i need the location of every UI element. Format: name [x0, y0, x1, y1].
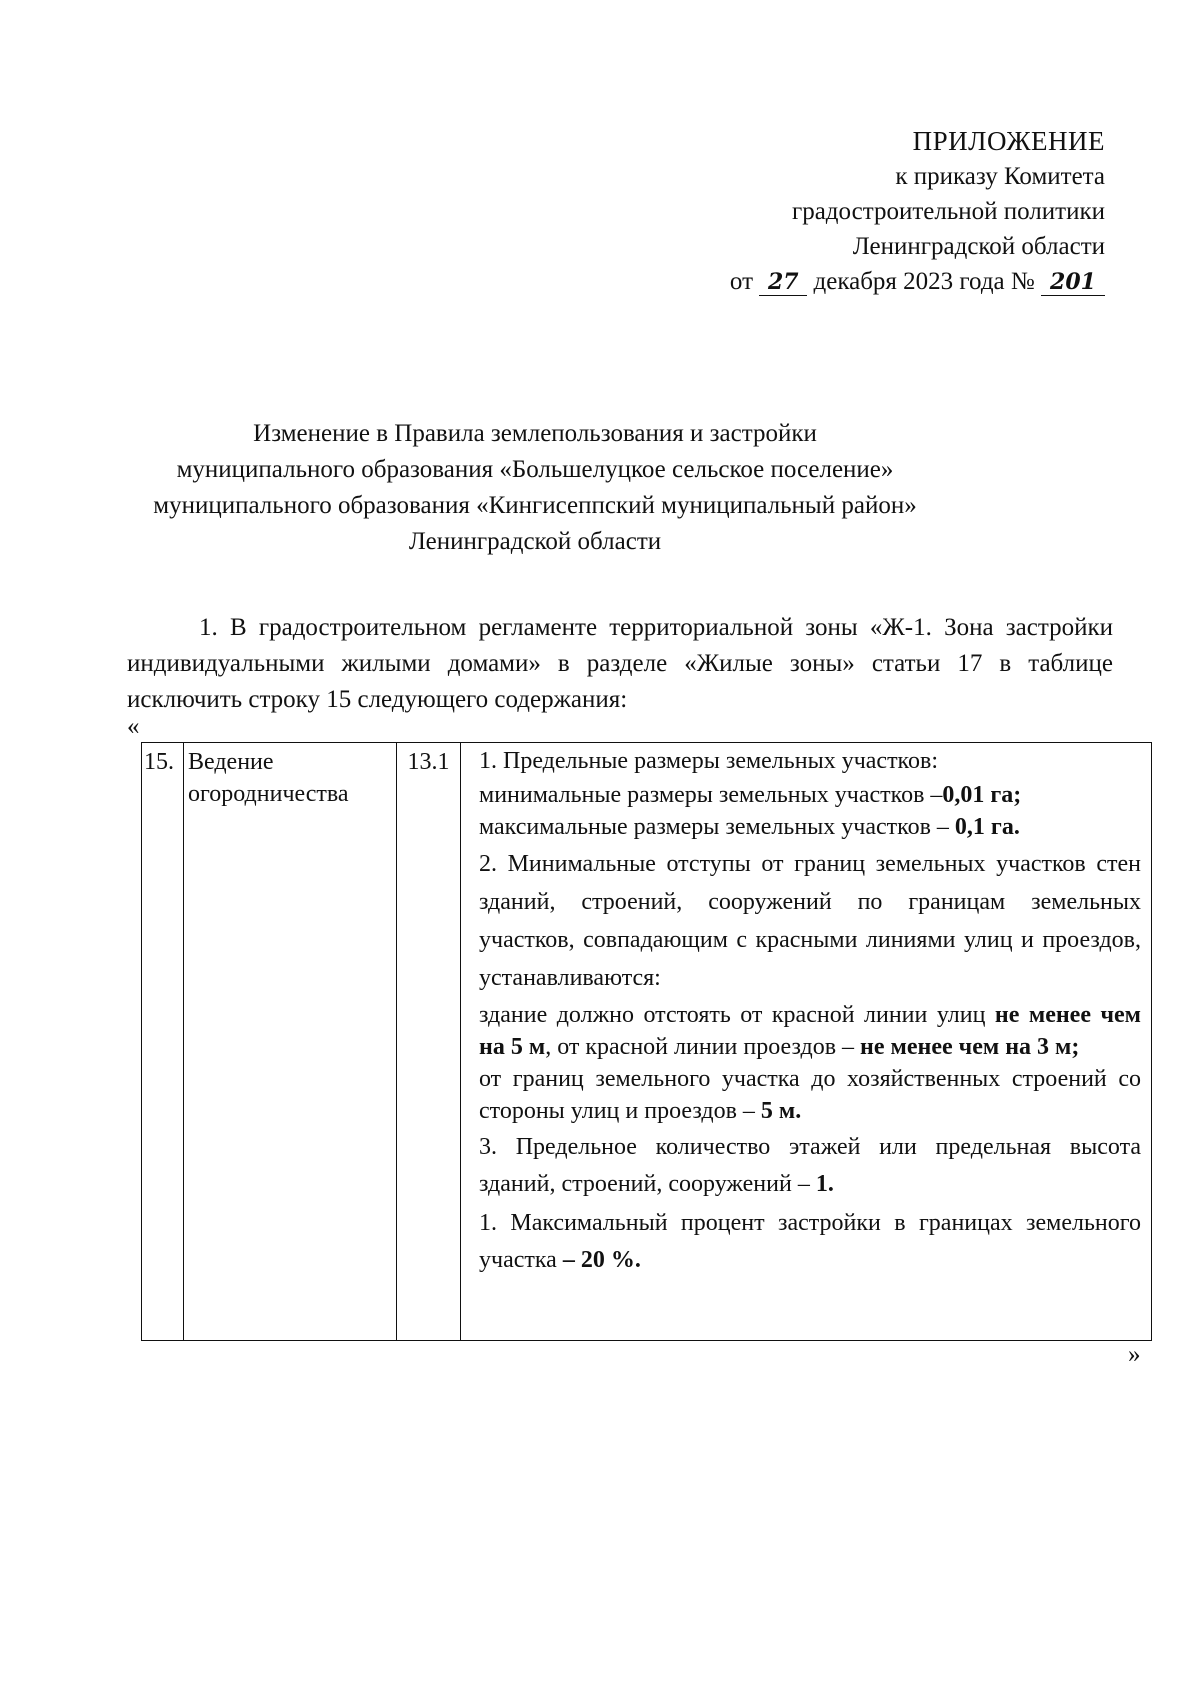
title-line: муниципального образования «Кингисеппский муниципальный район»	[153, 492, 917, 519]
min-size-label: минимальные размеры земельных участков –	[479, 782, 943, 808]
body-paragraph: 1. В градостроительном регламенте территориальной зоны «Ж-1. Зона застройки индивидуальными жилыми домами» в разделе «Жилые зоны» статьи 17 в таблице исключить строку 15 следующего содержания:	[127, 614, 1113, 713]
handwritten-number: 201	[1041, 269, 1105, 296]
opening-quote: «	[127, 713, 140, 740]
title-line: Изменение в Правила землепользования и застройки	[253, 420, 817, 447]
document-title	[130, 416, 940, 560]
coverage-text: 1. Максимальный процент застройки в границах земельного участка	[479, 1210, 1141, 1273]
table-row	[142, 743, 1152, 1341]
row-number: 15.	[142, 743, 184, 1341]
title-line: Ленинградской области	[408, 528, 662, 555]
date-rest: декабря 2023 года №	[813, 268, 1035, 295]
floors-value: 1.	[815, 1171, 834, 1197]
appendix-line: градостроительной политики	[791, 198, 1105, 225]
max-size-line	[479, 811, 1141, 843]
title-line: муниципального образования «Большелуцкое сельское поселение»	[176, 456, 894, 483]
setback-outbuilding-line	[479, 1063, 1141, 1127]
appendix-date-line	[730, 264, 1105, 299]
coverage-value: – 20 %.	[562, 1247, 641, 1273]
regulation-table	[141, 742, 1152, 1341]
handwritten-day: 27	[759, 269, 807, 296]
setback-building-line	[479, 999, 1141, 1063]
setback-street-value: не менее чем на 5 м	[479, 1002, 1141, 1060]
setback-outbuilding-value: 5 м.	[760, 1098, 802, 1124]
setback-text: от границ земельного участка до хозяйственных строений со стороны улиц и проездов –	[479, 1066, 1141, 1124]
appendix-header	[730, 124, 1105, 299]
floors-text: 3. Предельное количество этажей или предельная высота зданий, строений, сооружений –	[479, 1134, 1141, 1197]
closing-quote: »	[1128, 1341, 1141, 1368]
setback-passage-value: не менее чем на 3 м;	[860, 1034, 1080, 1060]
row-code: 13.1	[397, 743, 461, 1341]
setback-text: здание должно отстоять от красной линии улиц	[479, 1002, 995, 1028]
appendix-heading: ПРИЛОЖЕНИЕ	[912, 126, 1105, 156]
min-size-value: 0,01 га;	[942, 782, 1022, 808]
item-1: 1. Предельные размеры земельных участков:	[479, 748, 938, 774]
appendix-line: Ленинградской области	[852, 233, 1105, 260]
item-3	[479, 1129, 1141, 1203]
row-name: Ведение огородничества	[184, 743, 397, 1341]
setback-text: , от красной линии проездов –	[545, 1034, 861, 1060]
max-size-value: 0,1 га.	[954, 814, 1020, 840]
row-parameters	[461, 743, 1152, 1341]
appendix-line: к приказу Комитета	[895, 163, 1105, 190]
min-size-line	[479, 779, 1141, 811]
date-prefix: от	[729, 268, 754, 295]
max-size-label: максимальные размеры земельных участков –	[479, 814, 955, 840]
item-2: 2. Минимальные отступы от границ земельных участков стен зданий, строений, сооружений по границам земельных участков, совпадающим с красными линиями улиц и проездов, устанавливаются:	[479, 851, 1141, 991]
item-4	[479, 1205, 1141, 1279]
